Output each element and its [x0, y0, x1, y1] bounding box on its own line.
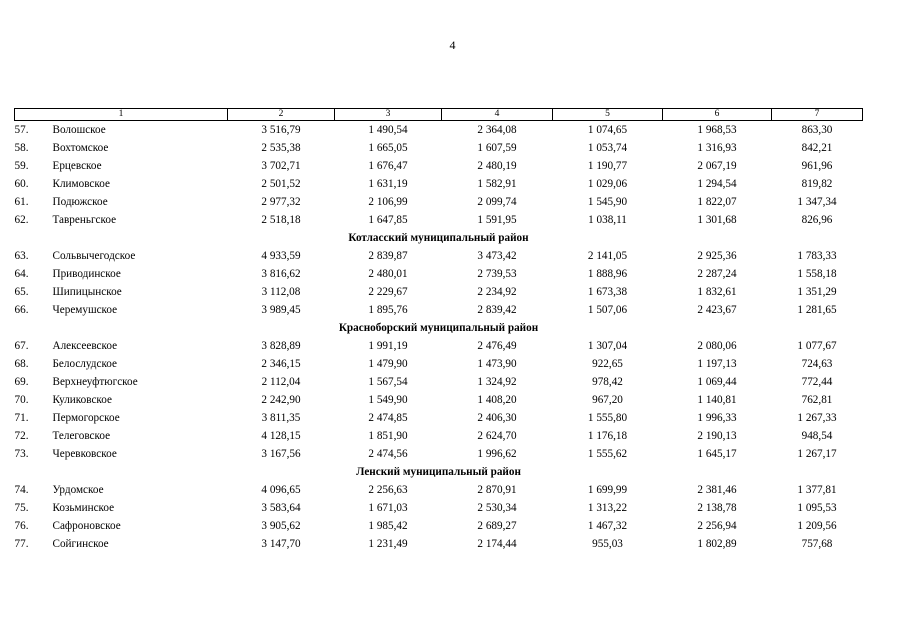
settlement-name: Черевковское	[52, 448, 117, 460]
value-cell-col-5: 1 307,04	[587, 340, 628, 352]
value-cell-col-7: 724,63	[801, 358, 833, 370]
settlement-name: Куликовское	[52, 394, 112, 406]
value-cell-col-5: 978,42	[592, 376, 623, 388]
value-cell-col-6: 2 190,13	[697, 430, 737, 442]
value-cell-col-5: 1 029,06	[587, 178, 628, 190]
value-cell-col-3: 2 106,99	[368, 196, 408, 208]
value-cell-col-6: 1 832,61	[697, 286, 737, 298]
value-cell-col-7: 1 377,81	[797, 484, 837, 496]
value-cell-col-2: 4 933,59	[261, 250, 301, 262]
settlement-name: Сойгинское	[52, 538, 109, 550]
value-cell-col-6: 1 645,17	[697, 448, 737, 460]
value-cell-col-4: 3 473,42	[477, 250, 517, 262]
section-title: Красноборский муниципальный район	[338, 322, 539, 334]
column-header-2: 2	[228, 109, 335, 121]
settlement-name: Вохтомское	[52, 142, 109, 154]
value-cell-col-2: 2 112,04	[261, 376, 301, 388]
value-cell-col-4: 1 473,90	[477, 358, 517, 370]
section-title: Ленский муниципальный район	[356, 466, 521, 478]
column-header-3: 3	[335, 109, 442, 121]
value-cell-col-2: 3 516,79	[261, 124, 301, 136]
value-cell-col-5: 967,20	[592, 394, 623, 406]
value-cell-col-2: 3 167,56	[261, 448, 301, 460]
value-cell-col-4: 2 099,74	[477, 196, 517, 208]
value-cell-col-3: 1 665,05	[368, 142, 408, 154]
table-row	[15, 517, 863, 535]
row-number: 73.	[14, 448, 29, 460]
value-cell-col-6: 1 996,33	[697, 412, 737, 424]
table-row	[15, 481, 863, 499]
value-cell-col-7: 842,21	[801, 142, 833, 154]
section-title: Котласский муниципальный район	[348, 232, 529, 244]
table-row	[15, 409, 863, 427]
section-header-row	[15, 229, 863, 247]
row-number: 65.	[14, 286, 29, 298]
value-cell-col-2: 3 147,70	[261, 538, 301, 550]
settlement-name: Шипицынское	[52, 286, 122, 298]
value-cell-col-3: 1 851,90	[368, 430, 408, 442]
row-number: 64.	[14, 268, 29, 280]
settlement-name: Алексеевское	[52, 340, 118, 352]
value-cell-col-2: 3 702,71	[261, 160, 301, 172]
value-cell-col-7: 1 267,33	[797, 412, 837, 424]
value-cell-col-7: 948,54	[801, 430, 833, 442]
value-cell-col-7: 819,82	[801, 178, 833, 190]
table-row	[15, 175, 863, 193]
value-cell-col-5: 2 141,05	[587, 250, 628, 262]
row-number: 57.	[14, 124, 29, 136]
value-cell-col-4: 2 234,92	[477, 286, 517, 298]
value-cell-col-2: 3 112,08	[261, 286, 301, 298]
settlement-name: Сольвычегодское	[52, 250, 136, 262]
table-row	[15, 121, 863, 140]
settlement-name: Тавреньгское	[52, 214, 117, 226]
value-cell-col-5: 922,65	[592, 358, 623, 370]
value-cell-col-3: 2 480,01	[368, 268, 408, 280]
page-number: 4	[449, 38, 456, 52]
value-cell-col-2: 3 811,35	[261, 412, 301, 424]
value-cell-col-4: 2 624,70	[477, 430, 517, 442]
value-cell-col-6: 1 069,44	[697, 376, 737, 388]
row-number: 75.	[14, 502, 29, 514]
column-header-5: 5	[553, 109, 663, 121]
column-header-1: 1	[15, 109, 228, 121]
section-header-row	[15, 319, 863, 337]
value-cell-col-7: 1 095,53	[797, 502, 837, 514]
value-cell-col-5: 1 888,96	[587, 268, 628, 280]
settlement-name: Урдомское	[52, 484, 104, 496]
value-cell-col-6: 1 316,93	[697, 142, 737, 154]
value-cell-col-7: 863,30	[801, 124, 833, 136]
table-body	[15, 121, 863, 554]
table-row	[15, 337, 863, 355]
value-cell-col-4: 1 607,59	[477, 142, 517, 154]
value-cell-col-5: 1 555,80	[587, 412, 628, 424]
settlement-name: Сафроновское	[52, 520, 121, 532]
value-cell-col-3: 1 490,54	[368, 124, 408, 136]
row-number: 63.	[14, 250, 29, 262]
row-number: 59.	[14, 160, 29, 172]
row-number: 69.	[14, 376, 29, 388]
value-cell-col-7: 772,44	[801, 376, 833, 388]
value-cell-col-7: 1 351,29	[797, 286, 837, 298]
data-table	[14, 108, 863, 553]
value-cell-col-3: 1 676,47	[368, 160, 408, 172]
value-cell-col-4: 2 689,27	[477, 520, 517, 532]
settlement-name: Верхнеуфтюгское	[52, 376, 138, 388]
value-cell-col-7: 826,96	[801, 214, 833, 226]
value-cell-col-3: 2 474,56	[368, 448, 408, 460]
value-cell-col-3: 2 474,85	[368, 412, 408, 424]
table-row	[15, 283, 863, 301]
value-cell-col-3: 2 256,63	[368, 484, 408, 496]
settlement-name: Климовское	[52, 178, 110, 190]
value-cell-col-3: 1 991,19	[368, 340, 408, 352]
value-cell-col-3: 1 479,90	[368, 358, 408, 370]
row-number: 76.	[14, 520, 29, 532]
table-row	[15, 139, 863, 157]
value-cell-col-6: 1 301,68	[697, 214, 737, 226]
value-cell-col-5: 1 673,38	[587, 286, 628, 298]
value-cell-col-4: 1 408,20	[477, 394, 517, 406]
value-cell-col-2: 4 096,65	[261, 484, 301, 496]
value-cell-col-2: 3 905,62	[261, 520, 301, 532]
value-cell-col-5: 1 074,65	[587, 124, 628, 136]
value-cell-col-4: 2 364,08	[477, 124, 517, 136]
value-cell-col-6: 1 968,53	[697, 124, 737, 136]
value-cell-col-7: 1 783,33	[797, 250, 837, 262]
row-number: 71.	[14, 412, 29, 424]
value-cell-col-5: 1 507,06	[587, 304, 628, 316]
value-cell-col-3: 2 229,67	[368, 286, 408, 298]
value-cell-col-7: 1 558,18	[797, 268, 837, 280]
settlement-name: Ерцевское	[52, 160, 102, 172]
row-number: 70.	[14, 394, 29, 406]
table-row	[15, 157, 863, 175]
value-cell-col-6: 1 802,89	[697, 538, 737, 550]
value-cell-col-2: 3 828,89	[261, 340, 301, 352]
value-cell-col-6: 2 287,24	[697, 268, 737, 280]
value-cell-col-2: 2 977,32	[261, 196, 301, 208]
value-cell-col-7: 1 077,67	[797, 340, 837, 352]
value-cell-col-4: 2 406,30	[477, 412, 517, 424]
row-number: 77.	[14, 538, 29, 550]
value-cell-col-6: 2 381,46	[697, 484, 737, 496]
value-cell-col-6: 2 080,06	[697, 340, 737, 352]
table-row	[15, 211, 863, 229]
table-row	[15, 355, 863, 373]
table-row	[15, 535, 863, 553]
value-cell-col-4: 1 324,92	[477, 376, 517, 388]
row-number: 68.	[14, 358, 29, 370]
column-header-7: 7	[772, 109, 863, 121]
table-header-row	[15, 109, 863, 121]
table-row	[15, 193, 863, 211]
value-cell-col-2: 2 501,52	[261, 178, 301, 190]
row-number: 72.	[14, 430, 29, 442]
row-number: 61.	[14, 196, 29, 208]
table-row	[15, 247, 863, 265]
column-header-6: 6	[663, 109, 772, 121]
value-cell-col-6: 2 423,67	[697, 304, 737, 316]
settlement-name: Козьминское	[52, 502, 115, 514]
value-cell-col-7: 1 347,34	[797, 196, 837, 208]
value-cell-col-4: 2 530,34	[477, 502, 517, 514]
value-cell-col-3: 1 647,85	[368, 214, 408, 226]
table-row	[15, 373, 863, 391]
value-cell-col-4: 1 591,95	[477, 214, 517, 226]
row-number: 66.	[14, 304, 29, 316]
value-cell-col-5: 1 545,90	[587, 196, 628, 208]
row-number: 67.	[14, 340, 29, 352]
row-number: 58.	[14, 142, 29, 154]
value-cell-col-3: 1 549,90	[368, 394, 408, 406]
settlement-name: Белослудское	[52, 358, 118, 370]
column-header-4: 4	[442, 109, 553, 121]
value-cell-col-4: 2 739,53	[477, 268, 517, 280]
value-cell-col-4: 2 480,19	[477, 160, 517, 172]
value-cell-col-4: 2 174,44	[477, 538, 517, 550]
value-cell-col-3: 1 671,03	[368, 502, 408, 514]
row-number: 74.	[14, 484, 29, 496]
table-row	[15, 391, 863, 409]
value-cell-col-2: 2 242,90	[261, 394, 301, 406]
table-row	[15, 265, 863, 283]
value-cell-col-2: 3 989,45	[261, 304, 301, 316]
value-cell-col-7: 1 267,17	[797, 448, 837, 460]
settlement-name: Подюжское	[52, 196, 108, 208]
value-cell-col-2: 3 583,64	[261, 502, 301, 514]
row-number: 60.	[14, 178, 29, 190]
value-cell-col-7: 757,68	[801, 538, 833, 550]
value-cell-col-3: 1 567,54	[368, 376, 408, 388]
settlement-name: Приводинское	[52, 268, 121, 280]
value-cell-col-7: 1 209,56	[797, 520, 837, 532]
row-number: 62.	[14, 214, 29, 226]
settlement-name: Волошское	[52, 124, 106, 136]
value-cell-col-5: 955,03	[592, 538, 623, 550]
value-cell-col-6: 1 197,13	[697, 358, 737, 370]
value-cell-col-4: 1 582,91	[477, 178, 517, 190]
value-cell-col-5: 1 190,77	[587, 160, 628, 172]
value-cell-col-5: 1 053,74	[587, 142, 628, 154]
value-cell-col-5: 1 038,11	[588, 214, 627, 226]
value-cell-col-2: 2 535,38	[261, 142, 301, 154]
value-cell-col-6: 1 294,54	[697, 178, 737, 190]
value-cell-col-6: 2 925,36	[697, 250, 737, 262]
section-header-row	[15, 463, 863, 481]
value-cell-col-2: 2 518,18	[261, 214, 301, 226]
table-row	[15, 301, 863, 319]
value-cell-col-4: 1 996,62	[477, 448, 517, 460]
settlement-name: Черемушское	[52, 304, 118, 316]
value-cell-col-5: 1 699,99	[587, 484, 628, 496]
value-cell-col-4: 2 839,42	[477, 304, 517, 316]
value-cell-col-3: 2 839,87	[368, 250, 408, 262]
value-cell-col-4: 2 870,91	[477, 484, 517, 496]
value-cell-col-7: 961,96	[801, 160, 833, 172]
value-cell-col-3: 1 895,76	[368, 304, 408, 316]
settlement-name: Пермогорское	[52, 412, 120, 424]
value-cell-col-6: 2 138,78	[697, 502, 737, 514]
value-cell-col-5: 1 176,18	[587, 430, 628, 442]
value-cell-col-6: 1 140,81	[697, 394, 737, 406]
value-cell-col-2: 3 816,62	[261, 268, 301, 280]
table-row	[15, 445, 863, 463]
value-cell-col-6: 1 822,07	[697, 196, 737, 208]
value-cell-col-2: 2 346,15	[261, 358, 301, 370]
value-cell-col-2: 4 128,15	[261, 430, 301, 442]
value-cell-col-3: 1 631,19	[368, 178, 408, 190]
value-cell-col-5: 1 555,62	[587, 448, 628, 460]
value-cell-col-5: 1 467,32	[587, 520, 628, 532]
value-cell-col-6: 2 067,19	[697, 160, 737, 172]
value-cell-col-3: 1 231,49	[368, 538, 408, 550]
value-cell-col-4: 2 476,49	[477, 340, 517, 352]
value-cell-col-3: 1 985,42	[368, 520, 408, 532]
value-cell-col-6: 2 256,94	[697, 520, 737, 532]
table-row	[15, 427, 863, 445]
value-cell-col-5: 1 313,22	[587, 502, 628, 514]
value-cell-col-7: 762,81	[801, 394, 833, 406]
value-cell-col-7: 1 281,65	[797, 304, 837, 316]
settlement-name: Телеговское	[52, 430, 111, 442]
table-row	[15, 499, 863, 517]
